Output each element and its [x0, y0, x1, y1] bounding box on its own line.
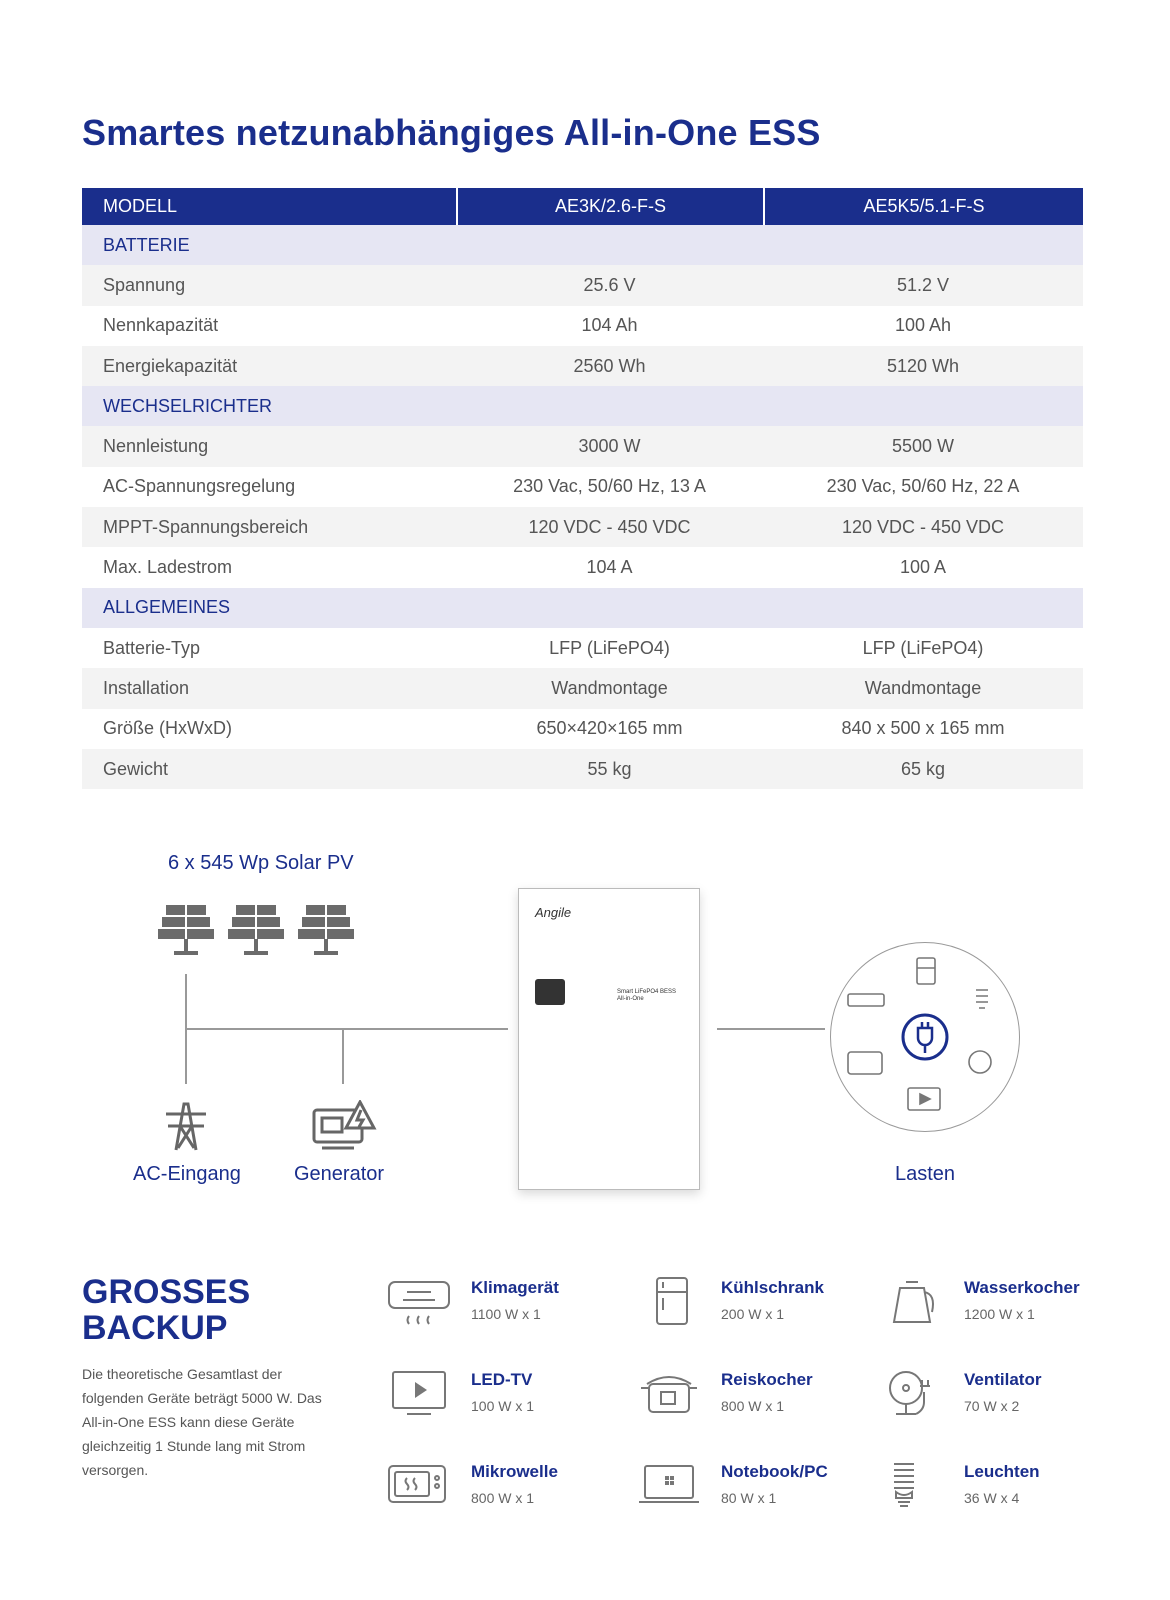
- connector-line: [185, 1028, 508, 1030]
- loads-label: Lasten: [895, 1163, 956, 1185]
- fan-icon: [880, 1368, 950, 1434]
- row-value-2: 230 Vac, 50/60 Hz, 22 A: [826, 476, 1020, 497]
- table-row: [82, 346, 1083, 386]
- table-row: [82, 628, 1083, 668]
- appliance-item: [637, 1276, 867, 1346]
- unit-screen: [535, 979, 565, 1005]
- backup-title-line: GROSSES: [82, 1273, 251, 1311]
- row-value-2: 100 Ah: [894, 315, 952, 336]
- row-label: MPPT-Spannungsbereich: [103, 516, 309, 537]
- table-row: [82, 709, 1083, 749]
- spec-table: [82, 188, 1083, 789]
- row-value-1: 2560 Wh: [573, 355, 646, 376]
- header-model: MODELL: [103, 196, 178, 216]
- row-value-2: 840 x 500 x 165 mm: [841, 718, 1005, 739]
- row-value-1: 55 kg: [587, 758, 632, 779]
- row-label: Energiekapazität: [103, 355, 238, 376]
- appliance-power: 1100 W x 1: [471, 1306, 541, 1322]
- row-value-1: 25.6 V: [583, 274, 636, 295]
- row-value-2: 5500 W: [891, 436, 955, 457]
- row-label: Gewicht: [103, 758, 169, 779]
- bulb-icon: [880, 1460, 950, 1526]
- generator-icon: [310, 1100, 380, 1152]
- row-label: Nennkapazität: [103, 315, 219, 336]
- table-row: [82, 668, 1083, 708]
- section-batterie: [82, 225, 1083, 265]
- table-row: [82, 306, 1083, 346]
- row-value-1: 120 VDC - 450 VDC: [528, 516, 691, 537]
- generator-label: Generator: [294, 1163, 385, 1185]
- unit-label: [617, 989, 676, 1003]
- connector-line: [717, 1028, 825, 1030]
- row-value-1: 3000 W: [578, 436, 641, 457]
- page-title: Smartes netzunabhängiges All-in-One ESS: [82, 112, 821, 153]
- row-label: Größe (HxWxD): [103, 718, 232, 739]
- power-pylon-icon: [160, 1100, 212, 1152]
- solar-panel-icon: [158, 905, 358, 959]
- row-label: Batterie-Typ: [103, 637, 201, 658]
- row-value-1: 650×420×165 mm: [536, 718, 683, 739]
- appliance-item: [387, 1276, 617, 1346]
- connector-line: [342, 1028, 344, 1084]
- section-label: ALLGEMEINES: [103, 597, 231, 618]
- header-model-1: AE3K/2.6-F-S: [456, 188, 763, 225]
- loads-icons: [830, 942, 1020, 1132]
- section-label: WECHSELRICHTER: [103, 395, 273, 416]
- appliance-name: Reiskocher: [721, 1370, 813, 1389]
- appliance-power: 200 W x 1: [721, 1306, 785, 1322]
- table-row: [82, 507, 1083, 547]
- appliance-name: LED-TV: [471, 1370, 533, 1389]
- appliance-power: 800 W x 1: [721, 1398, 785, 1414]
- section-allgemeines: [82, 588, 1083, 628]
- row-value-2: 100 A: [899, 557, 947, 578]
- backup-title-line: BACKUP: [82, 1309, 228, 1347]
- appliance-power: 36 W x 4: [964, 1490, 1020, 1506]
- row-value-2: LFP (LiFePO4): [862, 637, 984, 658]
- appliance-power: 100 W x 1: [471, 1398, 535, 1414]
- row-label: Nennleistung: [103, 436, 209, 457]
- appliance-name: Leuchten: [964, 1462, 1040, 1481]
- row-value-1: 230 Vac, 50/60 Hz, 13 A: [513, 476, 706, 497]
- kettle-icon: [880, 1276, 950, 1342]
- unit-label-line: All-in-One: [617, 996, 644, 1002]
- solar-label: 6 x 545 Wp Solar PV: [168, 852, 354, 874]
- backup-description: Die theoretische Gesamtlast der folgenden Geräte beträgt 5000 W. Das All-in-One ESS kann diese Geräte gleichzeitig 1 Stunde lang mit Strom versorgen.: [82, 1366, 322, 1478]
- appliance-name: Klimagerät: [471, 1278, 559, 1297]
- laptop-icon: [637, 1460, 707, 1526]
- row-value-1: LFP (LiFePO4): [549, 637, 670, 658]
- table-header: [82, 188, 1083, 225]
- appliance-item: [387, 1460, 617, 1530]
- appliance-name: Kühlschrank: [721, 1278, 824, 1297]
- appliance-name: Mikrowelle: [471, 1462, 558, 1481]
- unit-brand: Angile: [535, 905, 572, 920]
- appliance-item: [387, 1368, 617, 1438]
- row-value-2: 120 VDC - 450 VDC: [841, 516, 1005, 537]
- appliance-power: 80 W x 1: [721, 1490, 777, 1506]
- row-value-2: 5120 Wh: [886, 355, 960, 376]
- appliance-item: [637, 1368, 867, 1438]
- table-row: [82, 467, 1083, 507]
- table-row: [82, 426, 1083, 466]
- appliance-item: [880, 1460, 1110, 1530]
- fridge-icon: [637, 1276, 707, 1342]
- row-value-1: Wandmontage: [551, 677, 668, 698]
- row-label: Installation: [103, 677, 190, 698]
- backup-title: [82, 1274, 250, 1346]
- appliance-power: 70 W x 2: [964, 1398, 1020, 1414]
- appliance-name: Notebook/PC: [721, 1462, 828, 1481]
- table-row: [82, 547, 1083, 587]
- unit-label-line: Smart LiFePO4 BESS: [617, 989, 677, 995]
- header-model-2: AE5K5/5.1-F-S: [763, 188, 1083, 225]
- appliance-power: 800 W x 1: [471, 1490, 535, 1506]
- row-label: AC-Spannungsregelung: [103, 476, 296, 497]
- appliance-name: Ventilator: [964, 1370, 1042, 1389]
- table-row: [82, 749, 1083, 789]
- appliance-item: [637, 1460, 867, 1530]
- section-label: BATTERIE: [103, 234, 190, 255]
- appliance-power: 1200 W x 1: [964, 1306, 1035, 1322]
- ess-unit-image: [518, 888, 700, 1190]
- row-label: Max. Ladestrom: [103, 557, 233, 578]
- row-value-2: Wandmontage: [864, 677, 982, 698]
- rice-cooker-icon: [637, 1368, 707, 1434]
- appliance-item: [880, 1368, 1110, 1438]
- ac-input-label: AC-Eingang: [133, 1163, 241, 1185]
- air-conditioner-icon: [387, 1276, 457, 1342]
- appliance-name: Wasserkocher: [964, 1278, 1080, 1297]
- section-wechselrichter: [82, 386, 1083, 426]
- microwave-icon: [387, 1460, 457, 1526]
- row-value-2: 51.2 V: [896, 274, 950, 295]
- row-value-1: 104 A: [586, 557, 633, 578]
- appliance-item: [880, 1276, 1110, 1346]
- table-row: [82, 265, 1083, 305]
- row-label: Spannung: [103, 274, 186, 295]
- row-value-2: 65 kg: [900, 758, 946, 779]
- tv-icon: [387, 1368, 457, 1434]
- row-value-1: 104 Ah: [581, 315, 638, 336]
